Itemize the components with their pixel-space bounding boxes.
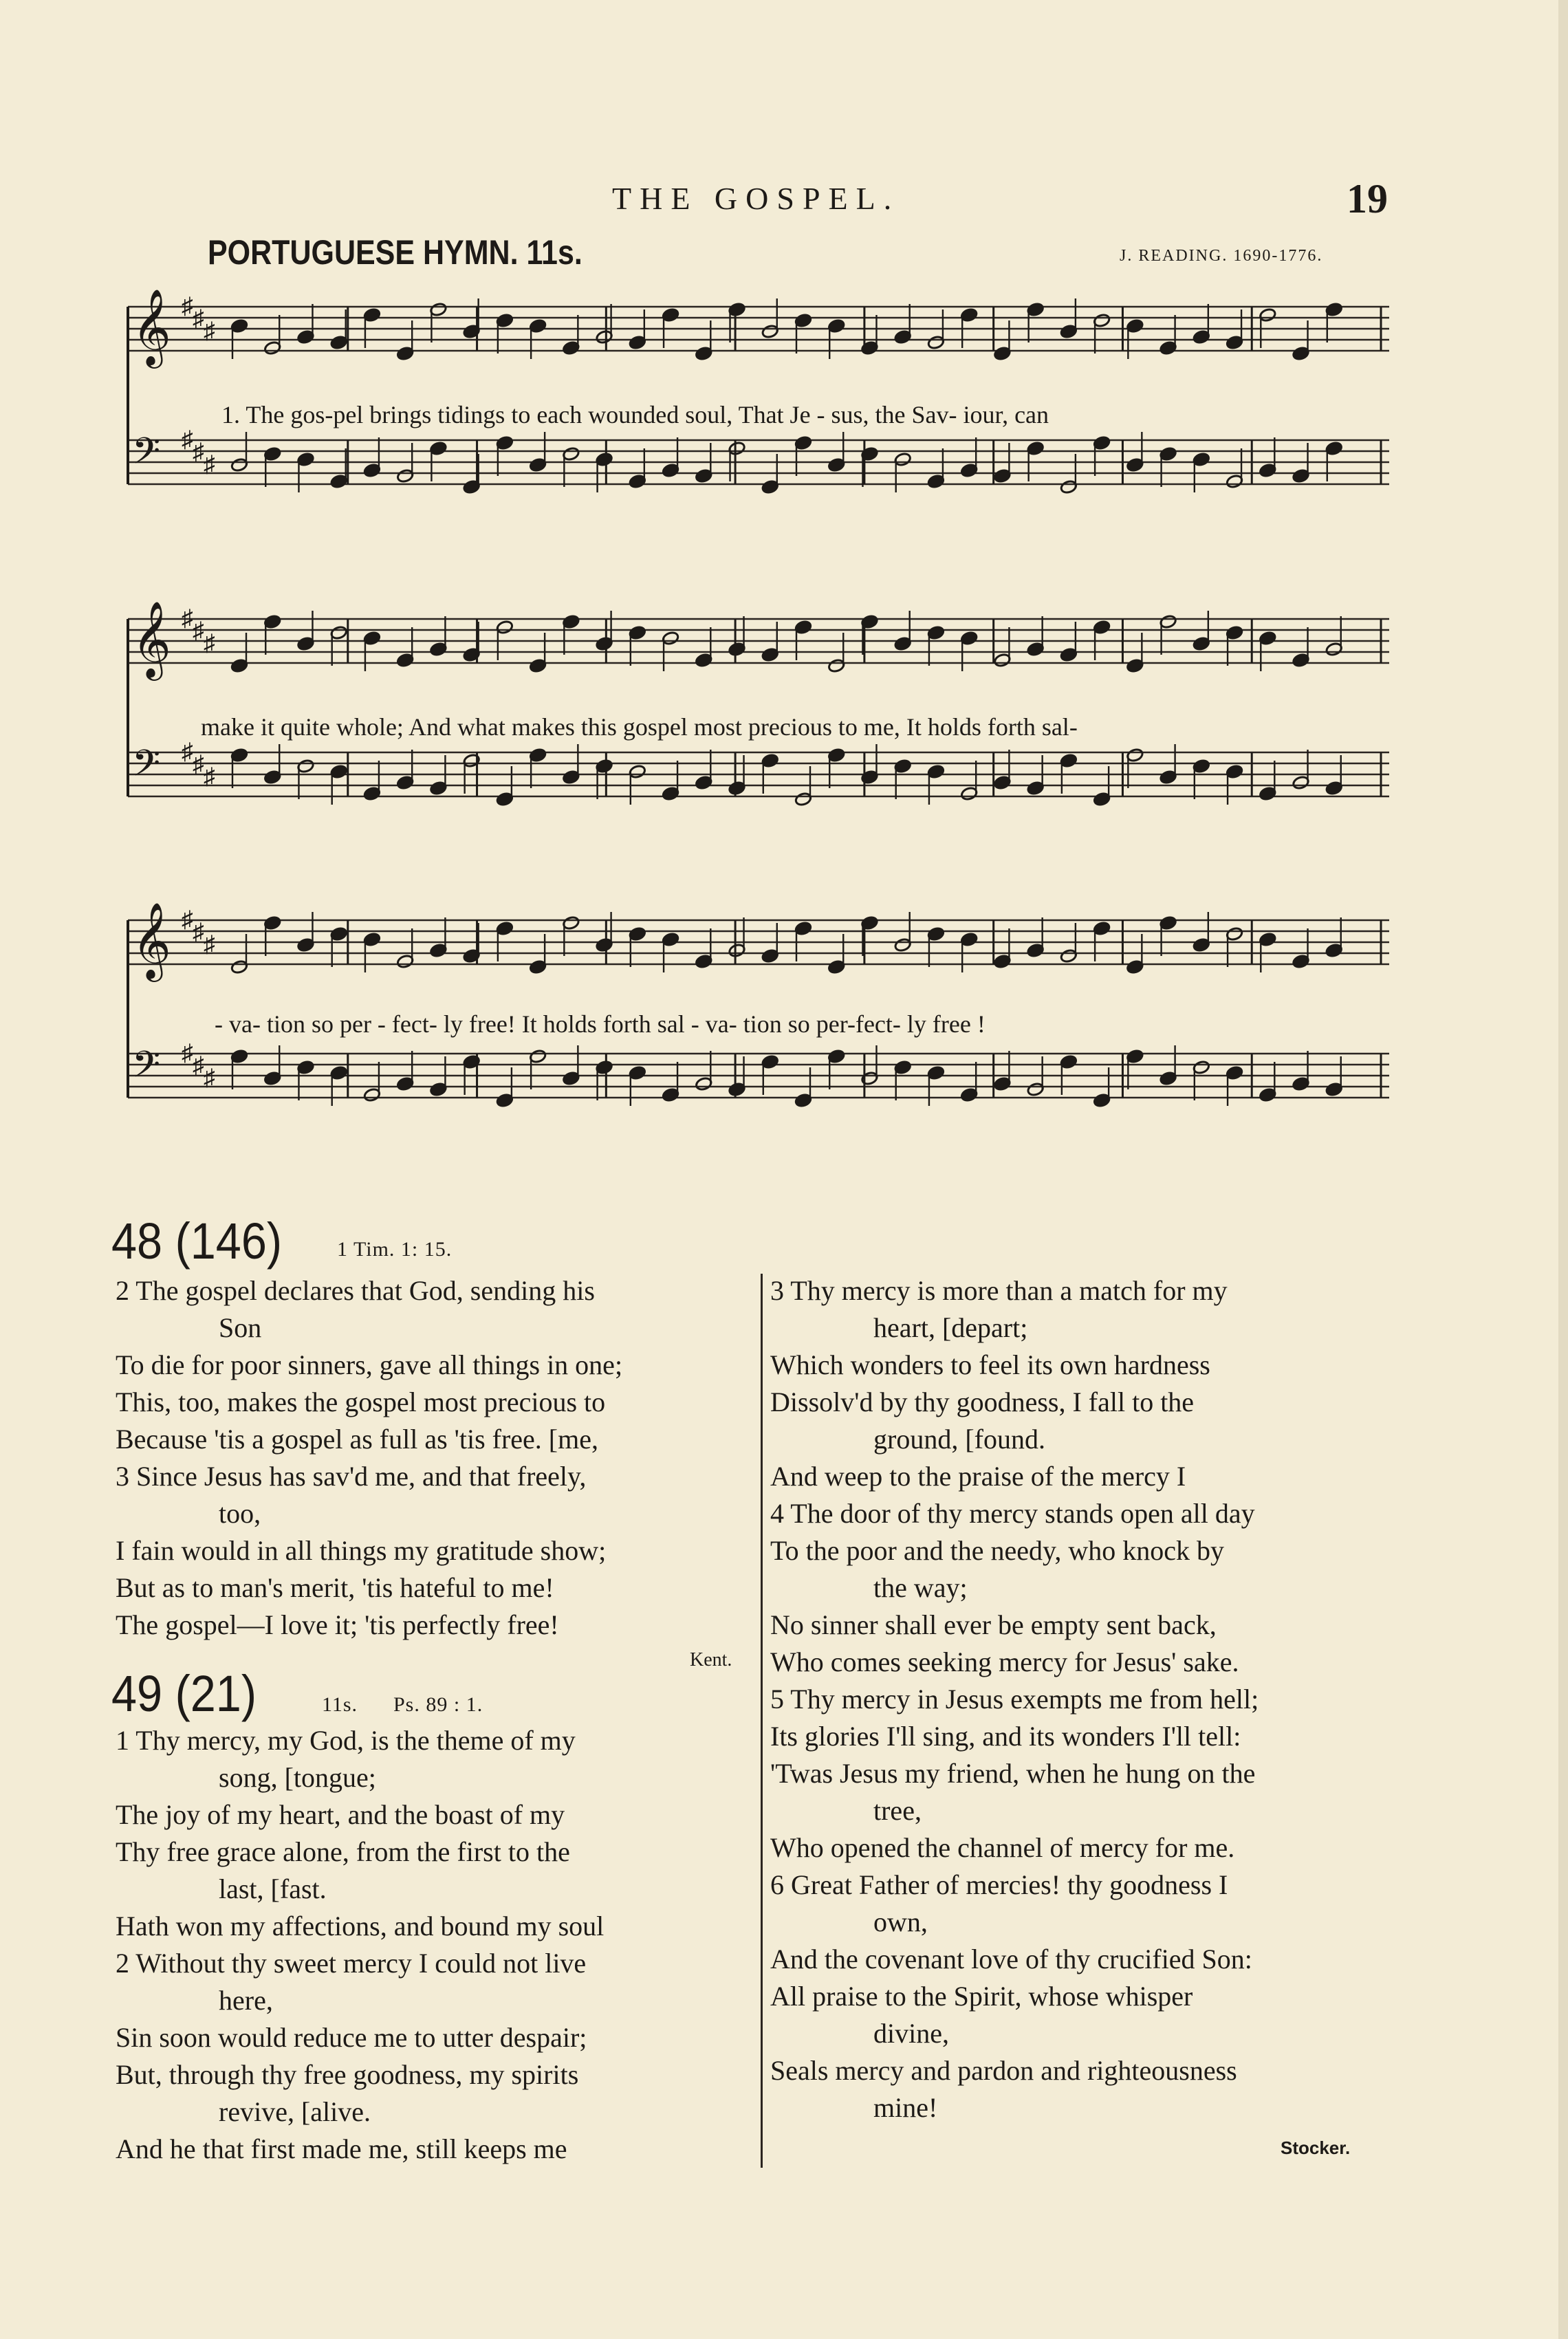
bass-clef-icon: 𝄢 [132,1044,161,1095]
hymn-48-verse-line: too, [219,1498,261,1529]
hymn-49-verse-right-line: 4 The door of thy mercy stands open all day [770,1498,1255,1529]
hymn-48-credit: Kent. [690,1649,732,1671]
sharp-icon: ♯ [204,318,215,344]
sharp-icon: ♯ [193,1053,204,1078]
hymn-49-reference: Ps. 89 : 1. [393,1693,483,1716]
sharp-icon: ♯ [193,439,204,465]
hymn-49-verse-right-line: Which wonders to feel its own hardness [770,1349,1210,1380]
hymn-49-verse-right-line: 3 Thy mercy is more than a match for my [770,1275,1228,1306]
hymn-48-verses [116,1272,748,1644]
hymn-48-verse-line: Son [219,1312,262,1343]
hymn-49-verse-left-line: last, [fast. [219,1873,327,1904]
running-header: THE GOSPEL. [612,181,900,216]
hymn-49-verse-right-line: No sinner shall ever be empty sent back, [770,1609,1217,1640]
hymn-49-verse-left-line: revive, [alive. [219,2096,371,2127]
hymn-49-meter: 11s. [322,1693,358,1716]
sharp-icon: ♯ [193,920,204,945]
treble-clef-icon: 𝄞 [132,600,171,677]
sharp-icon: ♯ [204,764,215,790]
hymn-48-verse-line: The gospel—I love it; 'tis perfectly free! [116,1609,559,1640]
hymn-49-verse-right-line: divine, [873,2018,949,2049]
hymn-49-verse-left-line: Hath won my affections, and bound my soul [116,1911,605,1941]
hymn-49-verse-left-line: song, [tongue; [219,1762,376,1793]
sharp-icon: ♯ [182,294,193,319]
hymn-48-verse-line: I fain would in all things my gratitude show; [116,1535,607,1566]
hymn-49-number: 49 (21) [111,1665,257,1722]
hymn-48-verse-line: This, too, makes the gospel most precious to [116,1386,606,1417]
hymn-49-verses-left [116,1722,748,2168]
hymn-48-number: 48 (146) [111,1212,283,1270]
hymn-49-verse-right-line: Who comes seeking mercy for Jesus' sake. [770,1646,1239,1677]
hymn-49-verse-right-line: heart, [depart; [873,1312,1028,1343]
sharp-icon: ♯ [193,752,204,777]
sharp-icon: ♯ [182,1041,193,1066]
hymn-49-verse-right-line: own, [873,1906,928,1937]
sharp-icon: ♯ [182,739,193,765]
treble-clef-icon: 𝄞 [132,288,171,365]
hymn-49-verse-right-line: And the covenant love of thy crucified Son: [770,1944,1252,1974]
tune-title: PORTUGUESE HYMN. 11s. [208,233,582,272]
hymn-48-verse-line: To die for poor sinners, gave all things in one; [116,1349,623,1380]
sharp-icon: ♯ [204,631,215,656]
hymn-48-verse-line: Because 'tis a gospel as full as 'tis free. [me, [116,1424,598,1455]
hymn-49-verse-left-line: And he that first made me, still keeps me [116,2133,567,2164]
hymn-49-verse-right-line: 6 Great Father of mercies! thy goodness I [770,1869,1228,1900]
bass-clef-icon: 𝄢 [132,743,161,794]
hymn-48-reference: 1 Tim. 1: 15. [337,1238,453,1261]
lyric-line-2: make it quite whole; And what makes this gospel most precious to me, It holds forth sal- [201,713,1078,741]
bass-clef-icon: 𝄢 [132,431,161,481]
hymn-49-verse-right-line: mine! [873,2092,938,2123]
sharp-icon: ♯ [193,306,204,331]
page-number: 19 [1347,176,1388,221]
hymn-49-verse-left-line: 1 Thy mercy, my God, is the theme of my [116,1725,576,1756]
hymn-49-verse-right-line: Seals mercy and pardon and righteousness [770,2055,1237,2086]
sharp-icon: ♯ [204,452,215,477]
sharp-icon: ♯ [182,427,193,453]
hymn-49-verse-left-line: here, [219,1985,273,2016]
treble-clef-icon: 𝄞 [132,902,171,979]
hymn-49-verse-left-line: Sin soon would reduce me to utter despair; [116,2022,587,2053]
page-edge [1558,0,1568,2339]
sharp-icon: ♯ [204,1065,215,1091]
hymn-49-verse-right-line: To the poor and the needy, who knock by [770,1535,1224,1566]
hymn-49-verse-right-line: And weep to the praise of the mercy I [770,1461,1186,1492]
hymn-49-verse-right-line: All praise to the Spirit, whose whisper [770,1981,1193,2012]
hymn-49-verse-right-line: Dissolv'd by thy goodness, I fall to the [770,1386,1195,1417]
sharp-icon: ♯ [182,606,193,631]
hymn-49-verse-left-line: Thy free grace alone, from the first to the [116,1836,570,1867]
sharp-icon: ♯ [204,932,215,957]
hymn-48-verse-line: 2 The gospel declares that God, sending his [116,1275,595,1306]
hymn-48-verse-line: But as to man's merit, 'tis hateful to me! [116,1572,554,1603]
hymn-49-verse-right-line: the way; [873,1572,968,1603]
hymn-49-verse-left-line: 2 Without thy sweet mercy I could not live [116,1948,587,1979]
hymn-49-verse-right-line: tree, [873,1795,922,1826]
lyric-line-1: 1. The gos-pel brings tidings to each wounded soul, That Je - sus, the Sav- iour, can [221,401,1049,428]
hymn-49-verses-right [770,1272,1403,2126]
hymn-49-verse-right-line: Who opened the channel of mercy for me. [770,1832,1235,1863]
composer-credit: J. READING. 1690-1776. [1120,247,1323,265]
hymn-49-verse-left-line: But, through thy free goodness, my spirits [116,2059,579,2090]
hymn-49-credit: Stocker. [1281,2137,1351,2158]
sharp-icon: ♯ [193,618,204,644]
hymn-49-verse-right-line: Its glories I'll sing, and its wonders I'll tell: [770,1721,1241,1752]
column-divider [761,1274,763,2168]
hymn-49-verse-right-line: 'Twas Jesus my friend, when he hung on the [770,1758,1256,1789]
hymn-49-verse-right-line: 5 Thy mercy in Jesus exempts me from hell; [770,1684,1259,1715]
hymn-49-verse-right-line: ground, [found. [873,1424,1045,1455]
hymn-48-verse-line: 3 Since Jesus has sav'd me, and that freely, [116,1461,587,1492]
sharp-icon: ♯ [182,907,193,933]
hymn-49-verse-left-line: The joy of my heart, and the boast of my [116,1799,565,1830]
lyric-line-3: - va- tion so per - fect- ly free! It holds forth sal - va- tion so per-fect- ly free ! [215,1010,986,1038]
